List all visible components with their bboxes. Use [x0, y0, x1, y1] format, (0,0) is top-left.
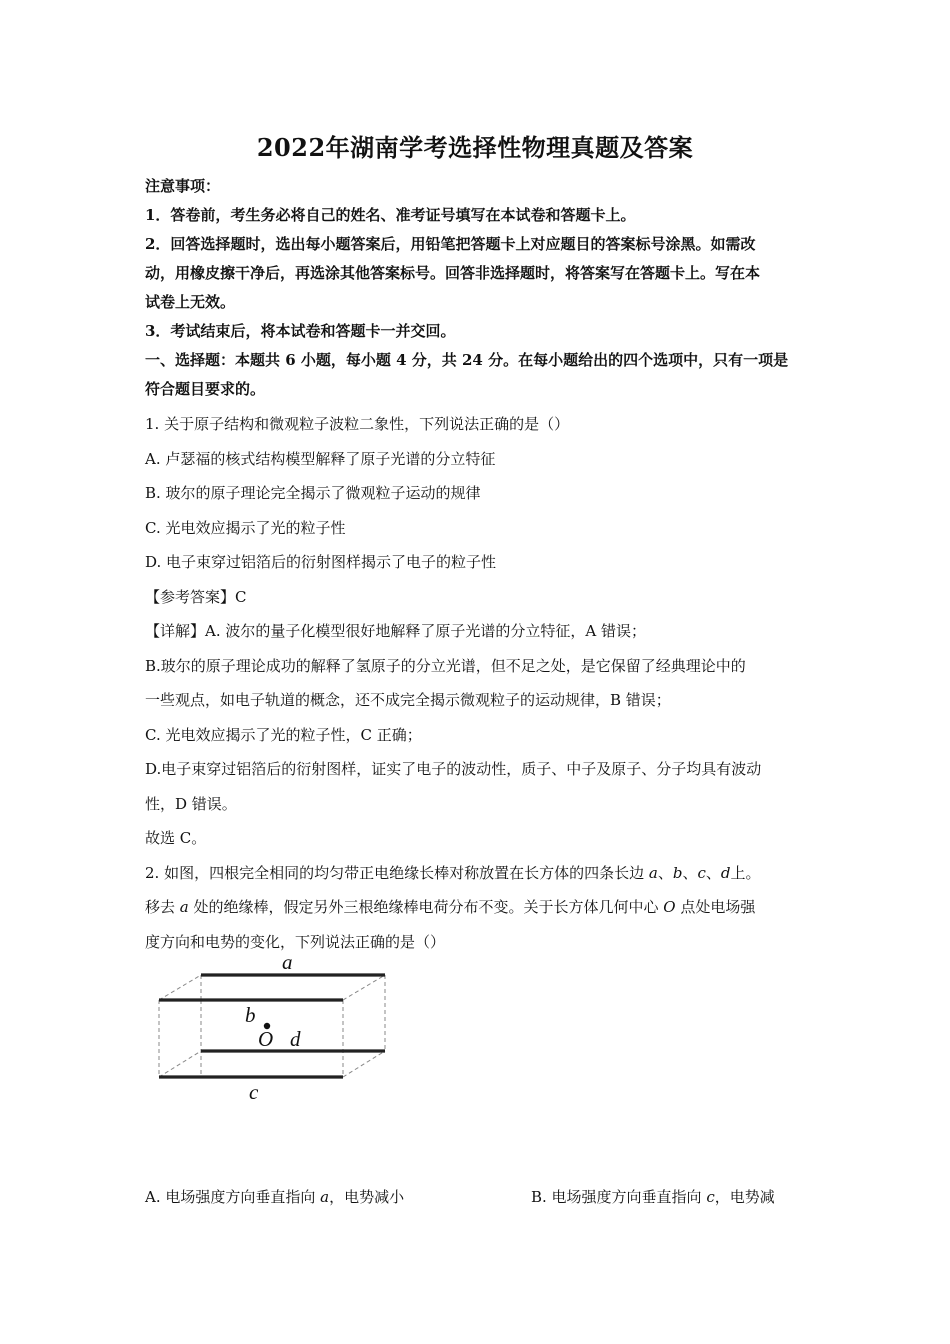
q1-explanation-line-6: 性，D 错误。: [145, 794, 237, 813]
q1-stem: 1. 关于原子结构和微观粒子波粒二象性，下列说法正确的是（）: [145, 415, 570, 433]
q1-explanation-line-2: B.玻尔的原子理论成功的解释了氢原子的分立光谱，但不足之处，是它保留了经典理论中的: [145, 656, 746, 675]
document-title: 2022年湖南学考选择性物理真题及答案: [256, 133, 694, 162]
q1-option-b: B. 玻尔的原子理论完全揭示了微观粒子运动的规律: [145, 484, 481, 502]
notice-item-3: 3．考试结束后，将本试卷和答题卡一并交回。: [145, 322, 456, 340]
q1-option-a: A. 卢瑟福的核式结构模型解释了原子光谱的分立特征: [145, 449, 496, 468]
q1-option-c: C. 光电效应揭示了光的粒子性: [145, 518, 346, 537]
q2-stem-line-1: 2. 如图，四根完全相同的均匀带正电绝缘长棒对称放置在长方体的四条长边 a、b、c、d上。: [145, 863, 761, 882]
q1-explanation-line-1: 【详解】A. 波尔的量子化模型很好地解释了原子光谱的分立特征，A 错误；: [145, 622, 646, 640]
q2-stem-line-2: 移去 a 处的绝缘棒，假定另外三根绝缘棒电荷分布不变。关于长方体几何中心 O 点处电场强: [145, 898, 756, 916]
notice-item-1: 1．答卷前，考生务必将自己的姓名、准考证号填写在本试卷和答题卡上。: [145, 206, 636, 224]
document-body: [145, 172, 810, 1105]
notice-item-2-line-3: 试卷上无效。: [145, 293, 236, 311]
section-heading-line-1: 一、选择题：本题共 6 小题，每小题 4 分，共 24 分。在每小题给出的四个选项中，只有一项是: [145, 351, 789, 369]
label-o: O: [258, 1027, 274, 1051]
q2-stem-line-3: 度方向和电势的变化，下列说法正确的是（）: [145, 932, 446, 951]
cuboid-diagram: [149, 950, 399, 1105]
label-b: b: [245, 1003, 256, 1027]
q1-explanation-line-3: 一些观点，如电子轨道的概念，还不成完全揭示微观粒子的运动规律，B 错误；: [145, 691, 671, 709]
cuboid-edge: [159, 1051, 201, 1077]
cuboid-edge: [159, 975, 201, 1000]
q1-explanation-line-5: D.电子束穿过铝箔后的衍射图样，证实了电子的波动性，质子、中子及原子、分子均具有波动: [145, 760, 762, 778]
notice-heading: 注意事项：: [145, 177, 221, 195]
q2-option-b: B. 电场强度方向垂直指向 c，电势减: [531, 1188, 775, 1206]
q1-answer: 【参考答案】C: [145, 587, 247, 606]
section-heading-line-2: 符合题目要求的。: [145, 380, 266, 398]
label-a: a: [282, 950, 293, 974]
cuboid-edge: [343, 975, 385, 1000]
notice-item-2-line-2: 动，用橡皮擦干净后，再选涂其他答案标号。回答非选择题时，将答案写在答题卡上。写在本: [145, 264, 761, 282]
q1-option-d: D. 电子束穿过铝箔后的衍射图样揭示了电子的粒子性: [145, 553, 497, 571]
q2-option-a: A. 电场强度方向垂直指向 a，电势减小: [145, 1188, 405, 1206]
notice-item-2-line-1: 2．回答选择题时，选出每小题答案后，用铅笔把答题卡上对应题目的答案标号涂黑。如需改: [145, 235, 756, 253]
label-d: d: [290, 1027, 301, 1051]
label-c: c: [249, 1080, 259, 1104]
q1-conclusion: 故选 C。: [145, 829, 207, 847]
cuboid-rods-figure: [149, 950, 399, 1105]
q1-explanation-line-4: C. 光电效应揭示了光的粒子性，C 正确；: [145, 725, 422, 744]
cuboid-edge: [343, 1051, 385, 1077]
